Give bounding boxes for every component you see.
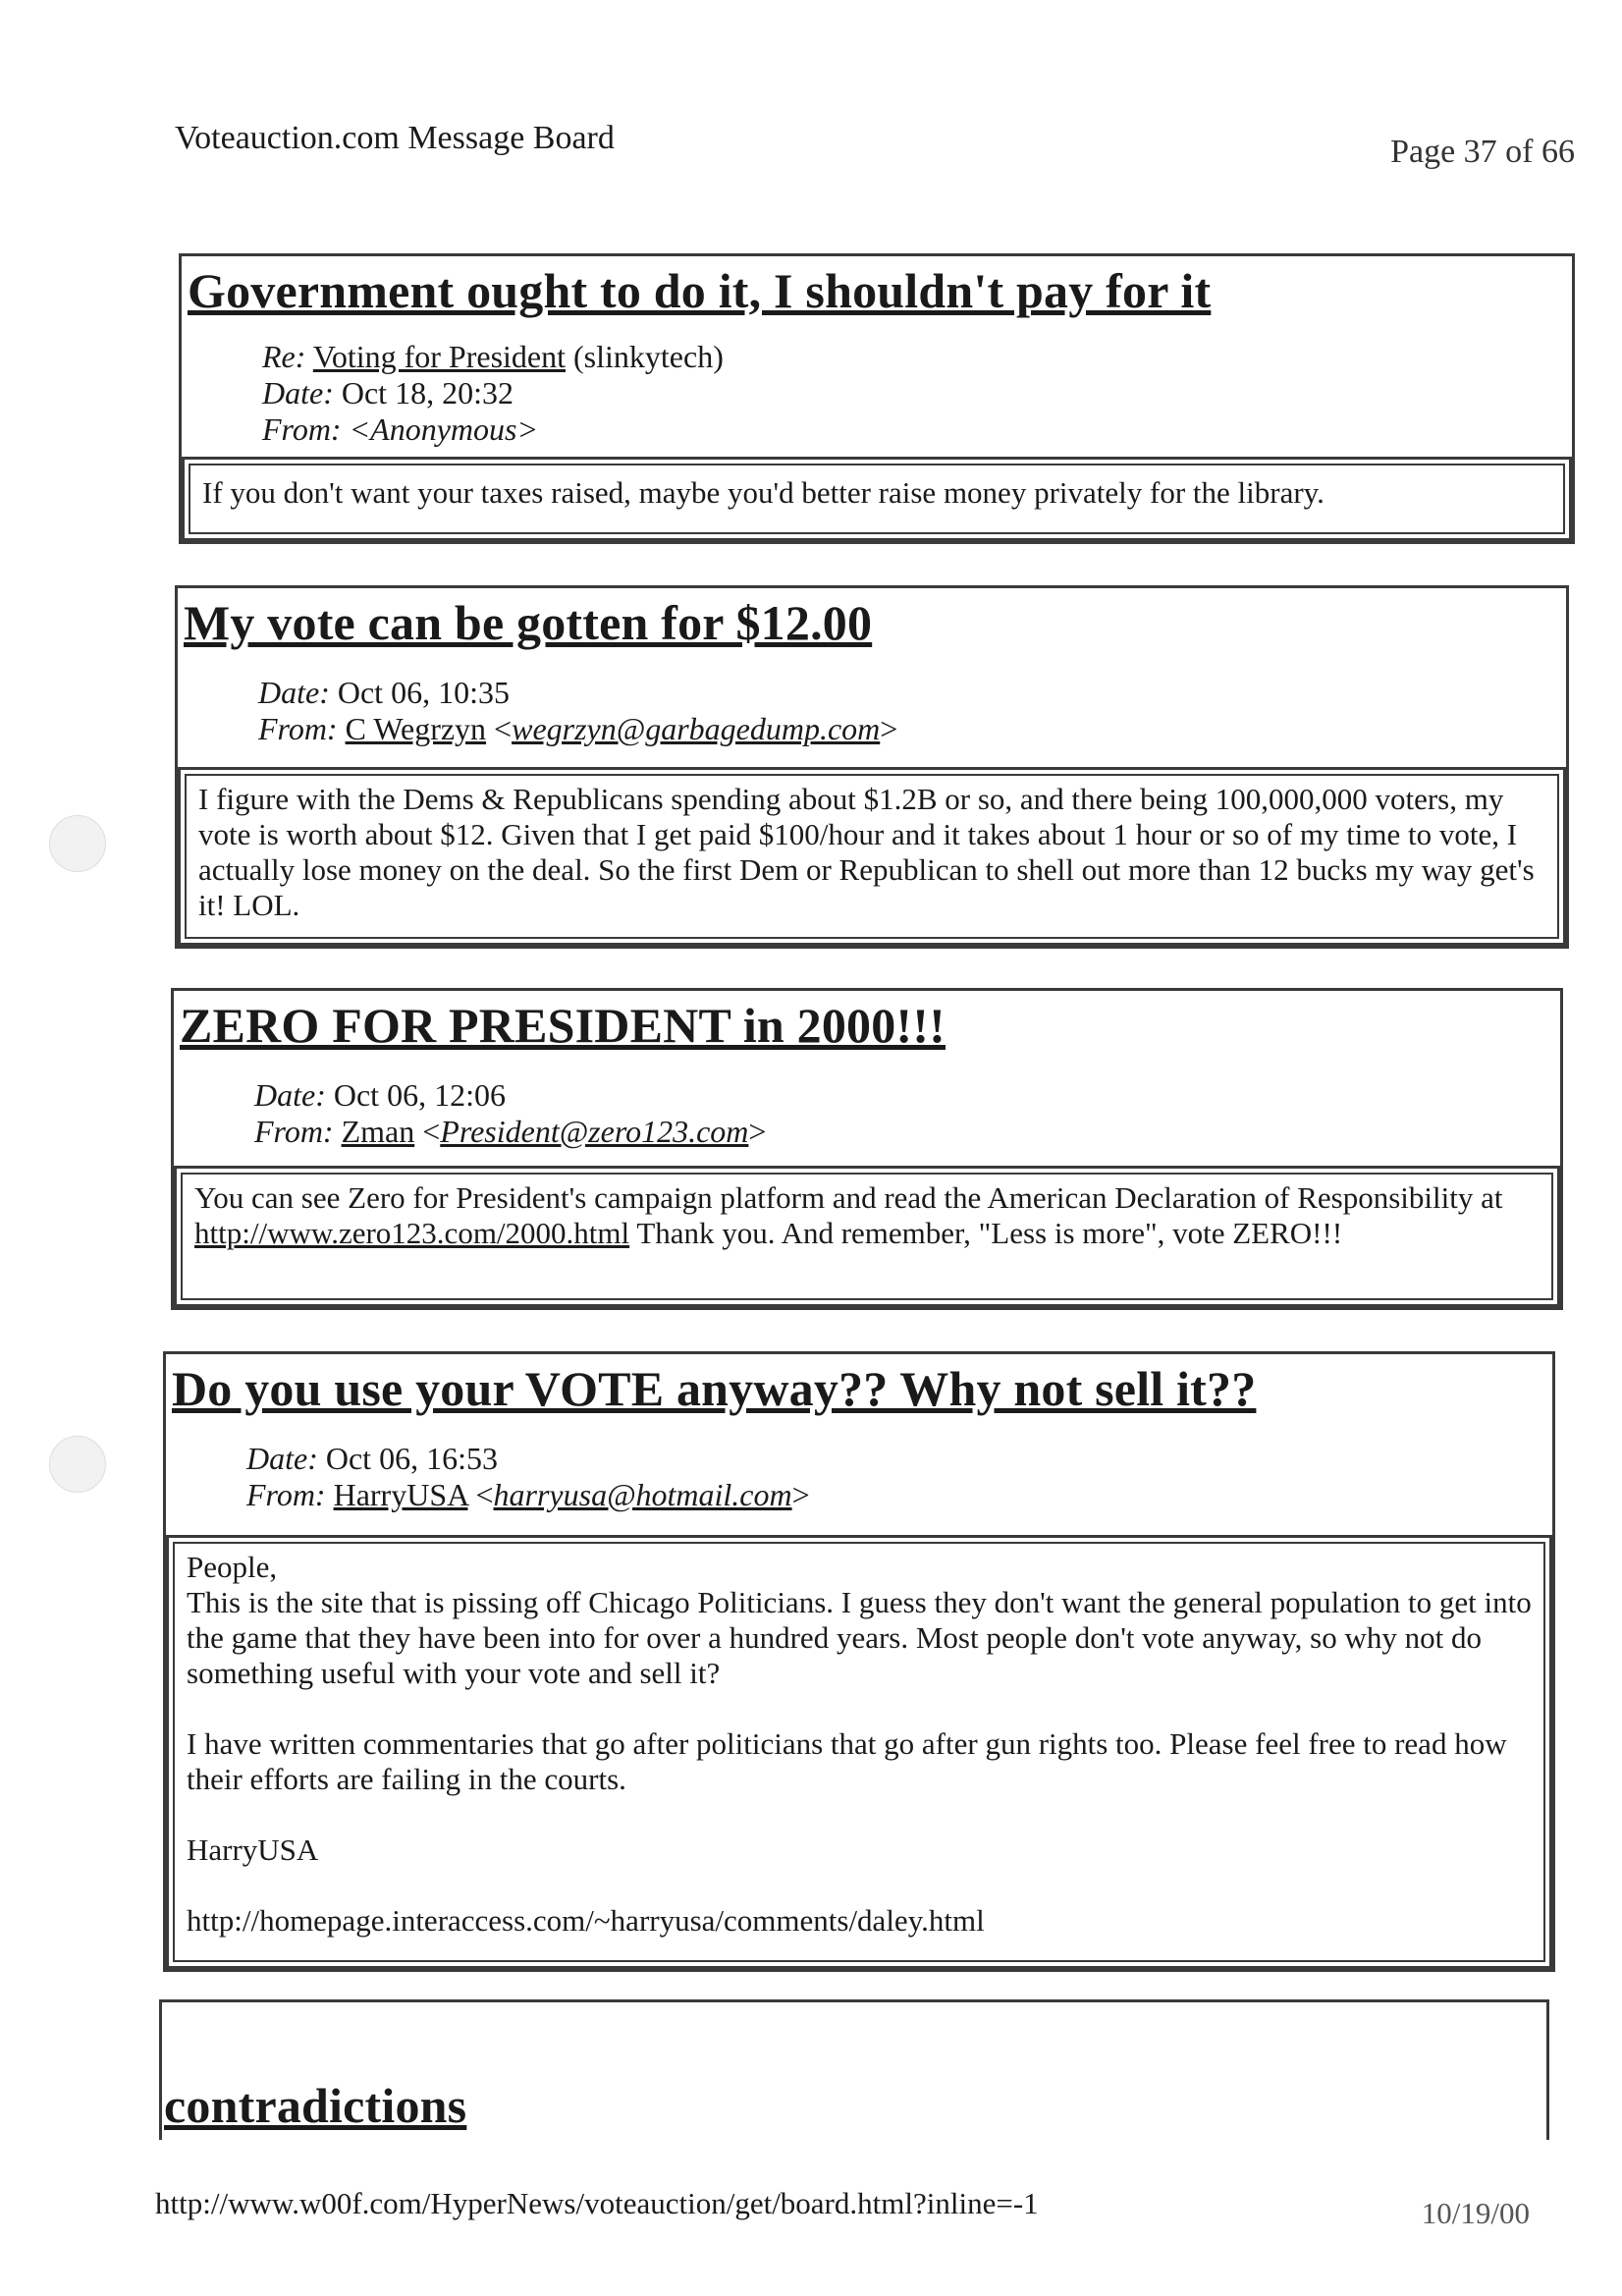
- post-3: [171, 988, 1563, 1310]
- from-label: From:: [258, 711, 338, 746]
- post-date: Oct 06, 12:06: [333, 1077, 506, 1113]
- post-body-greeting: People,: [187, 1550, 278, 1584]
- author-email-link[interactable]: harryusa@hotmail.com: [493, 1477, 792, 1512]
- from-label: From:: [262, 411, 342, 447]
- punch-hole: [49, 1436, 106, 1493]
- post-meta: Date: Oct 06, 10:35 From: C Wegrzyn <wegrzyn@garbagedump.com>: [258, 675, 898, 746]
- post-body-text-end: Thank you. And remember, "Less is more", vote ZERO!!!: [629, 1216, 1343, 1250]
- post-meta: Date: Oct 06, 12:06 From: Zman <President@zero123.com>: [254, 1077, 767, 1149]
- post-title[interactable]: ZERO FOR PRESIDENT in 2000!!!: [180, 998, 946, 1053]
- post-date: Oct 06, 10:35: [337, 675, 510, 710]
- post-meta: Date: Oct 06, 16:53 From: HarryUSA <harryusa@hotmail.com>: [246, 1441, 810, 1512]
- post-4: [163, 1351, 1555, 1972]
- post-meta: [262, 339, 1572, 448]
- post-body-text: [194, 1180, 1540, 1251]
- post-title[interactable]: Government ought to do it, I shouldn't pay for it: [188, 263, 1212, 318]
- post-body-text-start: You can see Zero for President's campaign platform and read the American Declaration of Responsibility at: [194, 1180, 1503, 1215]
- author-email-link[interactable]: wegrzyn@garbagedump.com: [512, 711, 881, 746]
- re-author: (slinkytech): [573, 339, 724, 374]
- post-date: Oct 18, 20:32: [341, 375, 514, 410]
- post-body: [178, 767, 1566, 946]
- re-link[interactable]: Voting for President: [312, 339, 566, 374]
- date-label: Date:: [262, 375, 334, 410]
- post-body-text: If you don't want your taxes raised, maybe you'd better raise money privately for the library.: [202, 475, 1325, 510]
- post-title[interactable]: My vote can be gotten for $12.00: [184, 595, 873, 650]
- post-body-signature: HarryUSA: [187, 1832, 319, 1867]
- post-body: [174, 1166, 1560, 1307]
- post-5: [159, 1999, 1549, 2140]
- from-label: From:: [254, 1114, 334, 1149]
- date-label: Date:: [254, 1077, 326, 1113]
- post-title[interactable]: Do you use your VOTE anyway?? Why not sell it??: [172, 1361, 1257, 1416]
- post-body: [166, 1535, 1552, 1969]
- author-link[interactable]: C Wegrzyn: [345, 711, 487, 746]
- campaign-link[interactable]: http://www.zero123.com/2000.html: [194, 1216, 630, 1250]
- post-author: <Anonymous>: [349, 411, 539, 447]
- page-header: [175, 120, 1575, 171]
- author-email-link[interactable]: President@zero123.com: [440, 1114, 749, 1149]
- footer-date: 10/19/00: [1421, 2196, 1530, 2230]
- site-title: Voteauction.com Message Board: [175, 120, 615, 156]
- post-1: [179, 253, 1575, 544]
- post-title[interactable]: contradictions: [164, 2078, 467, 2133]
- post-body-text: I figure with the Dems & Republicans spending about $1.2B or so, and there being 100,000,000 voters, my vote is worth about $12. Given that I get paid $100/hour and it takes about 1 hour or so of my time to vote, I actually lose money on the deal. So the first Dem or Republican to shell out more than 12 bucks my way get's it! LOL.: [198, 782, 1535, 922]
- post-body-url: http://homepage.interaccess.com/~harryusa/comments/daley.html: [187, 1903, 985, 1938]
- footer-url: http://www.w00f.com/HyperNews/voteauction/get/board.html?inline=-1: [155, 2186, 1039, 2220]
- date-label: Date:: [258, 675, 330, 710]
- re-label: Re:: [262, 339, 306, 374]
- page-footer: [155, 2186, 1530, 2231]
- author-link[interactable]: HarryUSA: [333, 1477, 468, 1512]
- post-body-paragraph: This is the site that is pissing off Chicago Politicians. I guess they don't want the general population to get into the game that they have been into for over a hundred years. Most people don't vote anyway, so why not do something useful with your vote and sell it?: [187, 1585, 1532, 1690]
- post-2: [175, 585, 1569, 949]
- page-number: Page 37 of 66: [1390, 134, 1575, 170]
- date-label: Date:: [246, 1441, 318, 1476]
- author-link[interactable]: Zman: [341, 1114, 415, 1149]
- post-body-paragraph: I have written commentaries that go after politicians that go after gun rights too. Please feel free to read how their efforts are failing in the courts.: [187, 1726, 1507, 1796]
- post-body: [182, 457, 1572, 541]
- from-label: From:: [246, 1477, 326, 1512]
- post-date: Oct 06, 16:53: [325, 1441, 498, 1476]
- punch-hole: [49, 815, 106, 872]
